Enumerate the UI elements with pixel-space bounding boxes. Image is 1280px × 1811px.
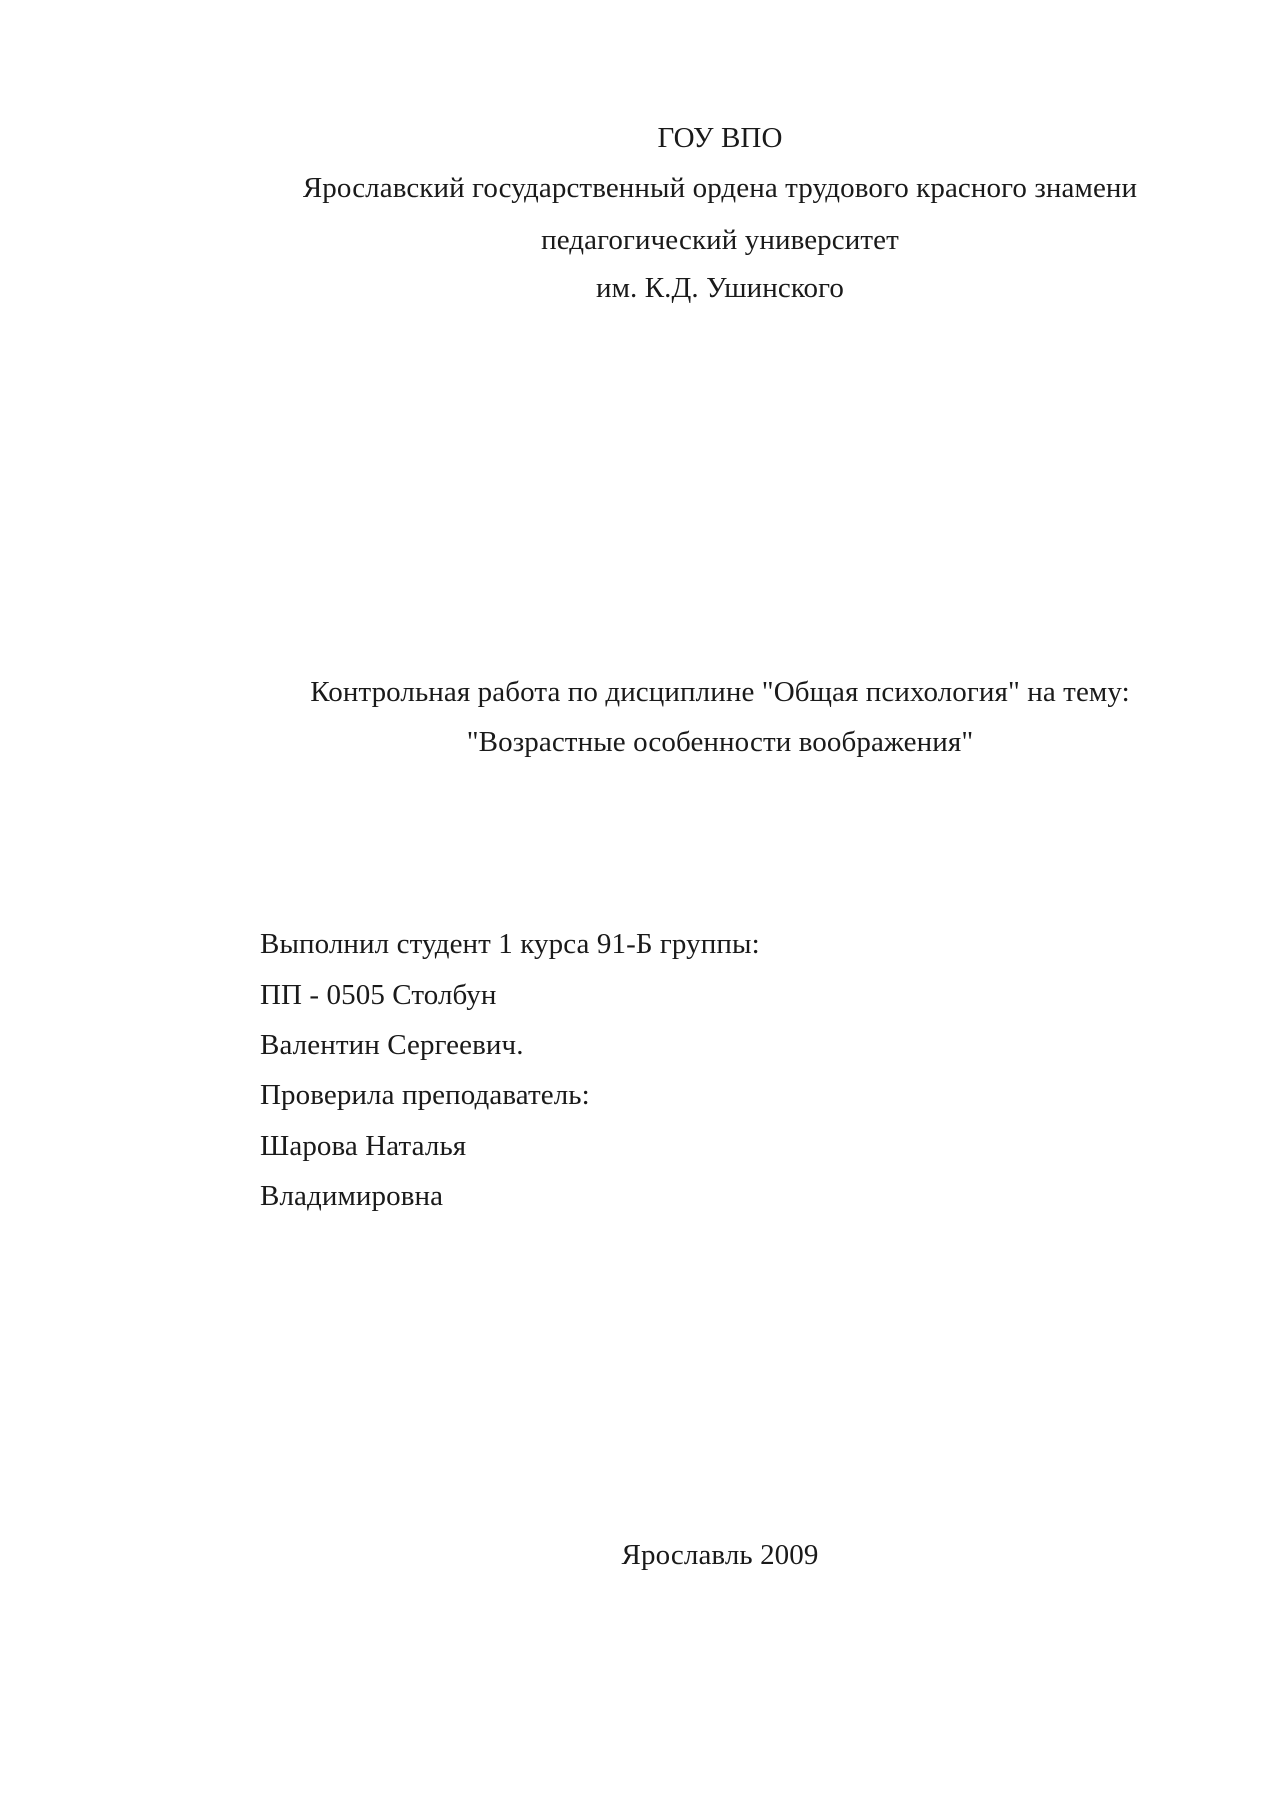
org-type-heading: ГОУ ВПО: [657, 122, 783, 154]
student-name: Валентин Сергеевич.: [260, 1029, 524, 1061]
university-name-line-3: им. К.Д. Ушинского: [595, 272, 845, 304]
teacher-name-line-2: Владимировна: [260, 1180, 444, 1212]
university-name-line-2: педагогический университет: [541, 224, 899, 256]
checked-by-label: Проверила преподаватель:: [260, 1079, 590, 1111]
work-title-line-1: Контрольная работа по дисциплине "Общая психология" на тему:: [310, 676, 1130, 708]
university-name-line-1: Ярославский государственный ордена трудового красного знамени: [302, 172, 1138, 204]
city-year-footer: Ярославль 2009: [621, 1539, 819, 1571]
teacher-name-line-1: Шарова Наталья: [260, 1130, 467, 1162]
work-title-line-2: "Возрастные особенности воображения": [466, 726, 974, 758]
student-code-name: ПП - 0505 Столбун: [260, 979, 497, 1011]
performed-by-label: Выполнил студент 1 курса 91-Б группы:: [260, 928, 760, 960]
